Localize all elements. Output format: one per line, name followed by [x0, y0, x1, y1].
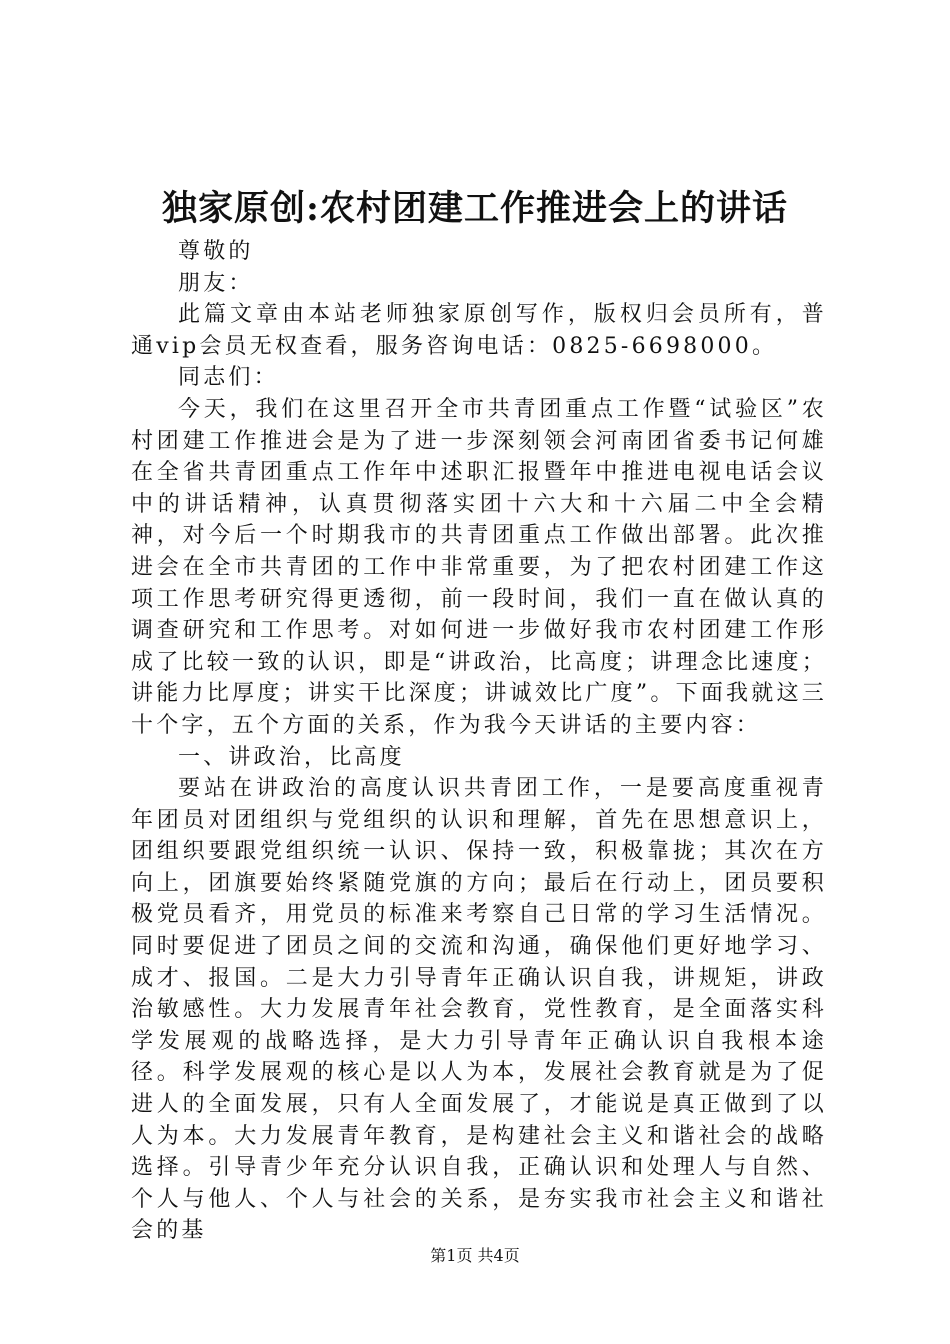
section-body-paragraph: 要站在讲政治的高度认识共青团工作，一是要高度重视青年团员对团组织与党组织的认识和理解，首先在思想意识上，团组织要跟党组织统一认识、保持一致，积极靠拢；其次在方向上，团旗要始终紧随党旗的方向；最后在行动上，团员要积极党员看齐，用党员的标准来考察自己日常的学习生活情况。同时要促进了团员之间的交流和沟通，确保他们更好地学习、成才、报国。二是大力引导青年正确认识自我，讲规矩，讲政治敏感性。大力发展青年社会教育，党性教育，是全面落实科学发展观的战略选择，是大力引导青年正确认识自我根本途径。科学发展观的核心是以人为本，发展社会教育就是为了促进人的全面发展，只有人全面发展了，才能说是真正做到了以人为本。大力发展青年教育，是构建社会主义和谐社会的战略选择。引导青少年充分认识自我，正确认识和处理人与自然、个人与他人、个人与社会的关系，是夯实我市社会主义和谐社会的基: [131, 776, 827, 1244]
salutation-line-1: 尊敬的: [178, 239, 254, 264]
document-title: 独家原创:农村团建工作推进会上的讲话: [162, 188, 788, 229]
greeting-comrades: 同志们：: [178, 365, 279, 391]
copyright-notice: 此篇文章由本站老师独家原创写作，版权归会员所有，普通vip会员无权查看，服务咨询电话：0825-6698000。: [131, 302, 827, 359]
intro-paragraph: 今天，我们在这里召开全市共青团重点工作暨“试验区”农村团建工作推进会是为了进一步深刻领会河南团省委书记何雄在全省共青团重点工作年中述职汇报暨年中推进电视电话会议中的讲话精神，认真贯彻落实团十六大和十六届二中全会精神，对今后一个时期我市的共青团重点工作做出部署。此次推进会在全市共青团的工作中非常重要，为了把农村团建工作这项工作思考研究得更透彻，前一段时间，我们一直在做认真的调查研究和工作思考。对如何进一步做好我市农村团建工作形成了比较一致的认识，即是“讲政治，比高度；讲理念比速度；讲能力比厚度；讲实干比深度；讲诚效比广度”。下面我就这三十个字，五个方面的关系，作为我今天讲话的主要内容：: [131, 396, 827, 738]
document-body: [131, 236, 827, 1247]
salutation-line-2: 朋友：: [178, 270, 254, 296]
page-number-footer: 第1页 共4页: [430, 1246, 520, 1265]
section-heading: 一、讲政治，比高度: [178, 744, 405, 770]
